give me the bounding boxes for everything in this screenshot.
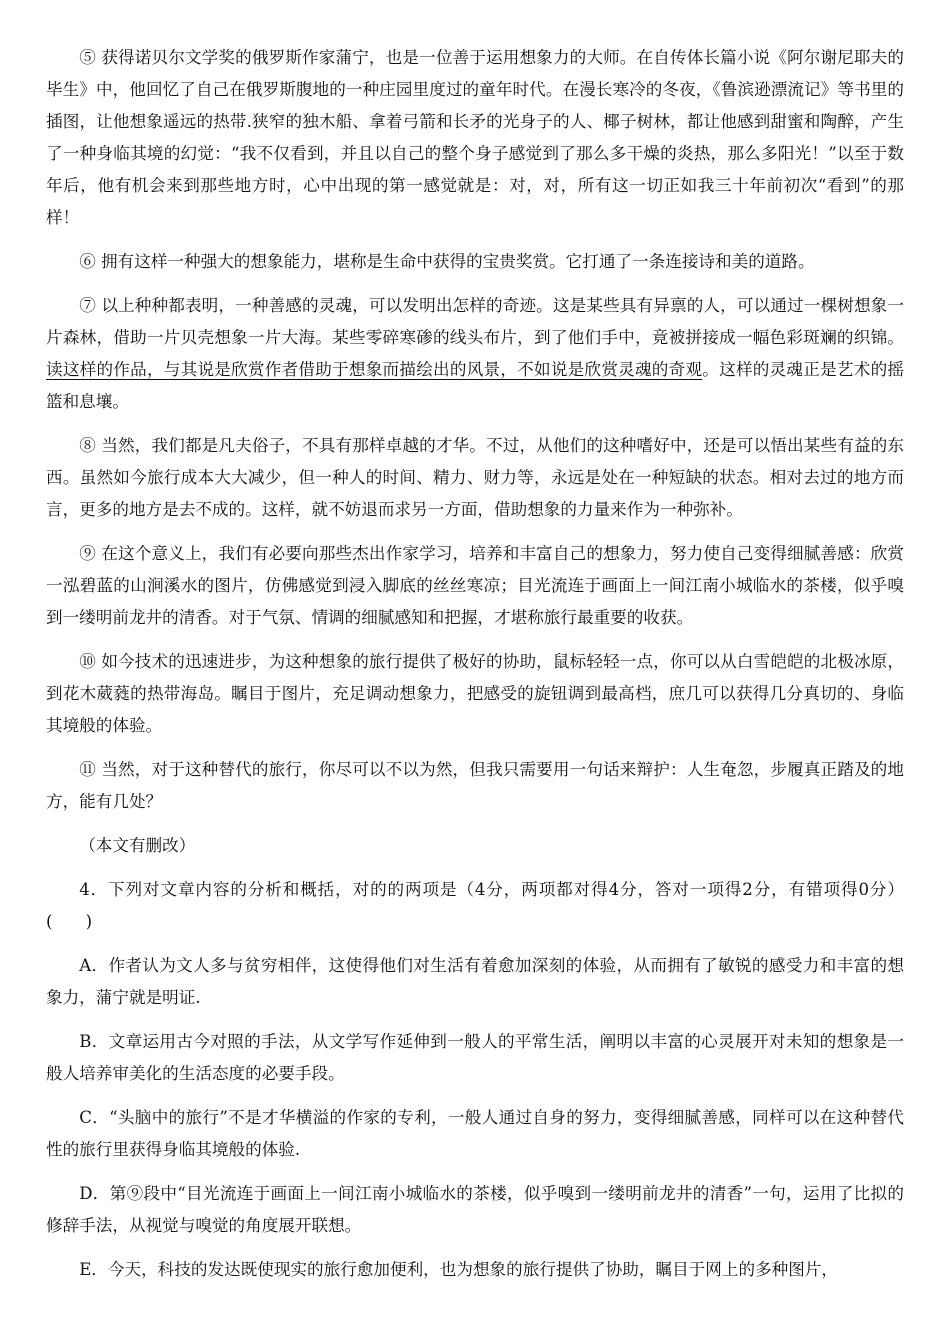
question-stem: 4．下列对文章内容的分析和概括，对的的两项是（4分，两项都对得4分，答对一项得2分，有错项得0分）( ) <box>46 880 904 931</box>
source-note: （本文有删改） <box>79 836 196 855</box>
option-c: C．“头脑中的旅行”不是才华横溢的作家的专利，一般人通过自身的努力，变得细腻善感，同样可以在这种替代性的旅行里获得身临其境般的体验. <box>46 1108 904 1159</box>
option-b: B．文章运用古今对照的手法，从文学写作延伸到一般人的平常生活，阐明以丰富的心灵展开对未知的想象是一般人培养审美化的生活态度的必要手段。 <box>46 1032 904 1083</box>
option-a: A．作者认为文人多与贫穷相伴，这使得他们对生活有着愈加深刻的体验，从而拥有了敏锐的感受力和丰富的想象力，蒲宁就是明证. <box>46 956 904 1007</box>
paragraph-8: ⑧ 当然，我们都是凡夫俗子，不具有那样卓越的才华。不过，从他们的这种嗜好中，还是可以悟出某些有益的东西。虽然如今旅行成本大大减少，但一种人的时间、精力、财力等，永远是处在一种短缺的状态。相对去过的地方而言，更多的地方是去不成的。这样，就不妨退而求另一方面，借助想象的力量来作为一种弥补。 <box>46 436 904 519</box>
paragraph-10: ⑩ 如今技术的迅速进步，为这种想象的旅行提供了极好的协助，鼠标轻轻一点，你可以从白雪皑皑的北极冰原，到花木葳蕤的热带海岛。瞩目于图片，充足调动想象力，把感受的旋钮调到最高档，庶几可以获得几分真切的、身临其境般的体验。 <box>46 652 904 735</box>
paragraph-6: ⑥ 拥有这样一种强大的想象能力，堪称是生命中获得的宝贵奖赏。它打通了一条连接诗和美的道路。 <box>79 252 815 271</box>
paragraph-7-tail: 。这样的灵魂正是艺术的摇篮和息壤。 <box>46 360 904 411</box>
paragraph-9: ⑨ 在这个意义上，我们有必要向那些杰出作家学习，培养和丰富自己的想象力，努力使自己变得细腻善感：欣赏一泓碧蓝的山涧溪水的图片，仿佛感觉到浸入脚底的丝丝寒凉；目光流连于画面上一间江南小城临水的茶楼，似乎嗅到一缕明前龙井的清香。对于气氛、情调的细腻感知和把握，才堪称旅行最重要的收获。 <box>46 544 904 627</box>
paragraph-7 <box>46 290 904 418</box>
option-d: D．第⑨段中“目光流连于画面上一间江南小城临水的茶楼，似乎嗅到一缕明前龙井的清香”一句，运用了比拟的修辞手法，从视觉与嗅觉的角度展开联想。 <box>46 1184 904 1235</box>
option-e: E．今天，科技的发达既使现实的旅行愈加便利，也为想象的旅行提供了协助，瞩目于网上的多种图片， <box>79 1260 839 1279</box>
paragraph-5: ⑤ 获得诺贝尔文学奖的俄罗斯作家蒲宁，也是一位善于运用想象力的大师。在自传体长篇小说《阿尔谢尼耶夫的毕生》中，他回忆了自己在俄罗斯腹地的一种庄园里度过的童年时代。在漫长寒冷的冬夜，《鲁滨逊漂流记》等书里的插图，让他想象遥远的热带.狭窄的独木船、拿着弓箭和长矛的光身子的人、椰子树林，都让他感到甜蜜和陶醉，产生了一种身临其境的幻觉：“我不仅看到，并且以自己的整个身子感觉到了那么多干燥的炎热，那么多阳光！”以至于数年后，他有机会来到那些地方时，心中出现的第一感觉就是：对，对，所有这一切正如我三十年前初次“看到”的那样！ <box>46 48 904 227</box>
paragraph-7-underlined-sentence: 读这样的作品，与其说是欣赏作者借助于想象而描绘出的风景，不如说是欣赏灵魂的奇观 <box>46 360 703 379</box>
paragraph-11: ⑪ 当然，对于这种替代的旅行，你尽可以不以为然，但我只需要用一句话来辩护：人生奄忽，步履真正踏及的地方，能有几处？ <box>46 760 904 811</box>
paragraph-7-text: ⑦ 以上种种都表明，一种善感的灵魂，可以发明出怎样的奇迹。这是某些具有异禀的人，可以通过一棵树想象一片森林，借助一片贝壳想象一片大海。某些零碎寒碜的线头布片，到了他们手中，竟被拼接成一幅色彩斑斓的织锦。 <box>46 296 904 347</box>
